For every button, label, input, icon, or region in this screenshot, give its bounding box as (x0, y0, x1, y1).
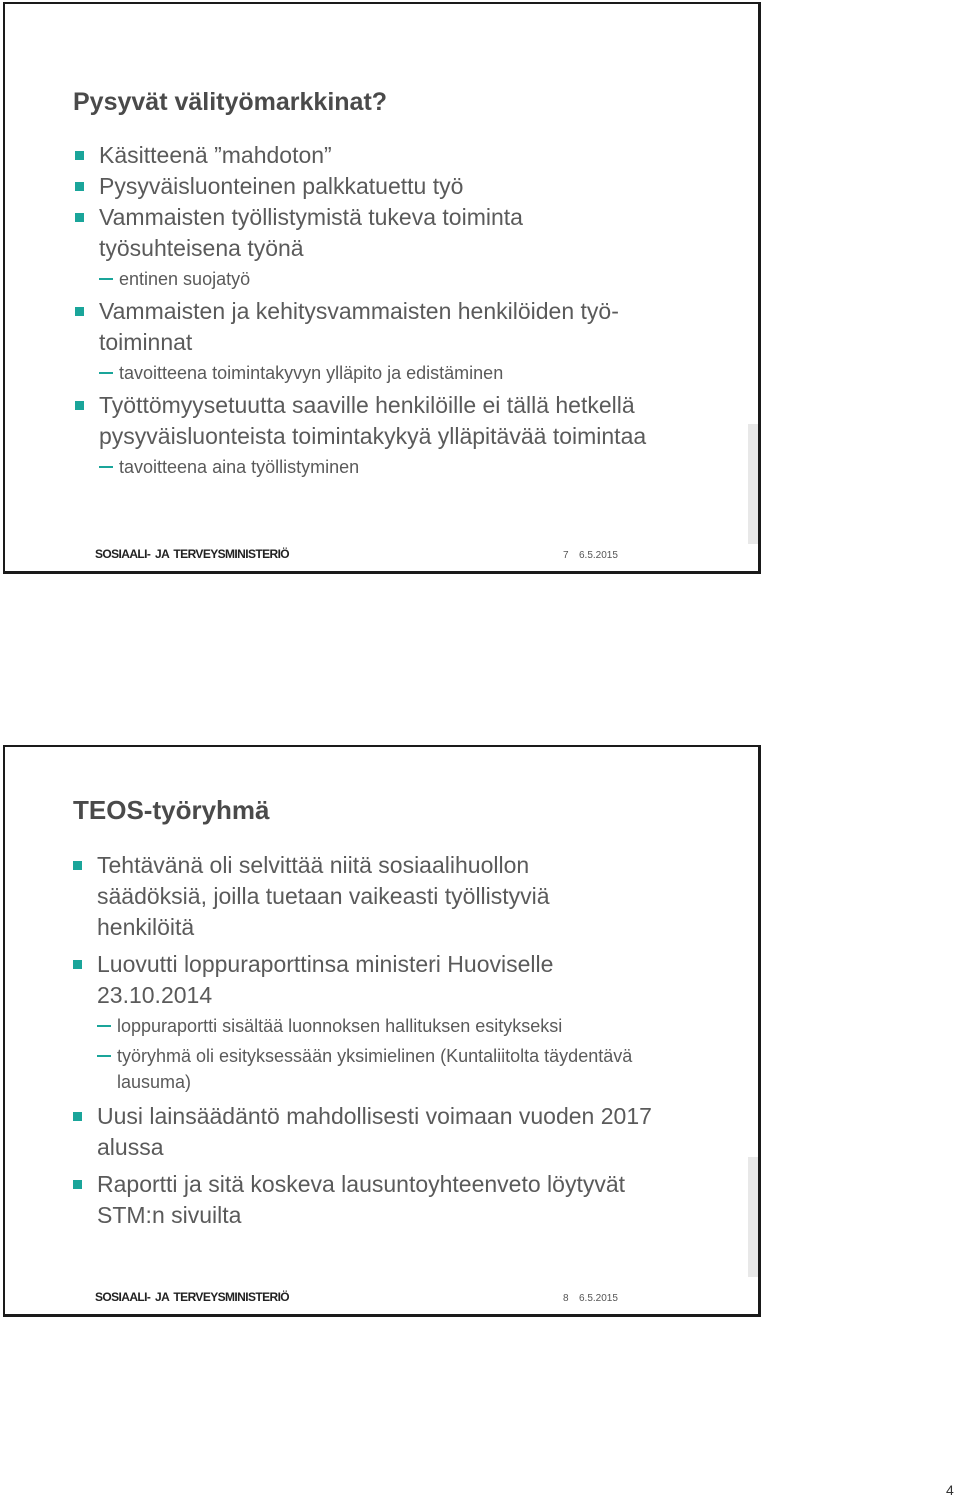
ministry-logo: SOSIAALI- JA TERVEYSMINISTERIÖ (95, 547, 290, 561)
document-page-number: 4 (946, 1482, 954, 1498)
item-text: Käsitteenä ”mahdoton” (99, 142, 332, 168)
dash-bullet-icon (99, 466, 113, 468)
list-item (75, 202, 619, 264)
bullet-list (73, 850, 723, 1231)
dash-bullet-icon (99, 372, 113, 374)
dash-bullet-icon (99, 278, 113, 280)
slide-number: 8 (563, 1293, 569, 1304)
list-item (73, 1169, 697, 1231)
item-text: Tehtävänä oli selvittää niitä sosiaalihuollon säädöksiä, joilla tuetaan vaikeasti työllistyviä henkilöitä (97, 852, 550, 940)
list-item (73, 850, 637, 943)
list-item (73, 949, 637, 1011)
slide-footer (95, 1290, 735, 1310)
slide-title: TEOS-työryhmä (73, 795, 270, 825)
dash-bullet-icon (97, 1025, 111, 1027)
sub-item-text: tavoitteena aina työllistyminen (119, 457, 360, 477)
square-bullet-icon (75, 401, 84, 410)
list-item (75, 140, 725, 171)
slide-date: 6.5.2015 (579, 550, 618, 561)
slide-2 (3, 745, 761, 1317)
sub-item-text: tavoitteena toimintakyvyn ylläpito ja edistäminen (119, 363, 504, 383)
list-item (75, 296, 699, 358)
sub-item (75, 454, 725, 480)
sub-item-text: entinen suojatyö (119, 269, 251, 289)
slide-footer (95, 547, 735, 567)
list-item (73, 1101, 677, 1163)
slide-number: 7 (563, 550, 569, 561)
item-text: Työttömyysetuutta saaville henkilöille ei tällä hetkellä pysyväisluonteista toimintakykyä ylläpitävää toimintaa (99, 392, 647, 449)
square-bullet-icon (73, 861, 82, 870)
slide-date: 6.5.2015 (579, 1293, 618, 1304)
ministry-logo: SOSIAALI- JA TERVEYSMINISTERIÖ (95, 1290, 290, 1304)
sub-item (73, 1013, 723, 1039)
sub-item-text: loppuraportti sisältää luonnoksen hallituksen esitykseksi (117, 1016, 563, 1036)
square-bullet-icon (73, 960, 82, 969)
item-text: Luovutti loppuraporttinsa ministeri Huoviselle 23.10.2014 (97, 951, 554, 1008)
dash-bullet-icon (97, 1055, 111, 1057)
square-bullet-icon (75, 151, 84, 160)
item-text: Vammaisten ja kehitysvammaisten henkilöiden työ-toiminnat (99, 298, 619, 355)
square-bullet-icon (75, 213, 84, 222)
sub-item (73, 1043, 647, 1095)
slide-1 (3, 2, 761, 574)
sub-item-text: työryhmä oli esityksessään yksimielinen (Kuntaliitolta täydentävä lausuma) (117, 1046, 633, 1092)
list-item (75, 171, 725, 202)
square-bullet-icon (75, 182, 84, 191)
slide-title: Pysyvät välityömarkkinat? (73, 88, 388, 116)
sub-item (75, 360, 725, 386)
item-text: Pysyväisluonteinen palkkatuettu työ (99, 173, 464, 199)
list-item (75, 390, 719, 452)
bullet-list (75, 140, 725, 484)
item-text: Uusi lainsäädäntö mahdollisesti voimaan vuoden 2017 alussa (97, 1103, 652, 1160)
slide-decoration (748, 424, 758, 544)
square-bullet-icon (73, 1112, 82, 1121)
sub-item (75, 266, 725, 292)
slide-decoration (748, 1157, 758, 1277)
item-text: Raportti ja sitä koskeva lausuntoyhteenveto löytyvät STM:n sivuilta (97, 1171, 626, 1228)
item-text: Vammaisten työllistymistä tukeva toiminta työsuhteisena työnä (99, 204, 523, 261)
square-bullet-icon (73, 1180, 82, 1189)
square-bullet-icon (75, 307, 84, 316)
